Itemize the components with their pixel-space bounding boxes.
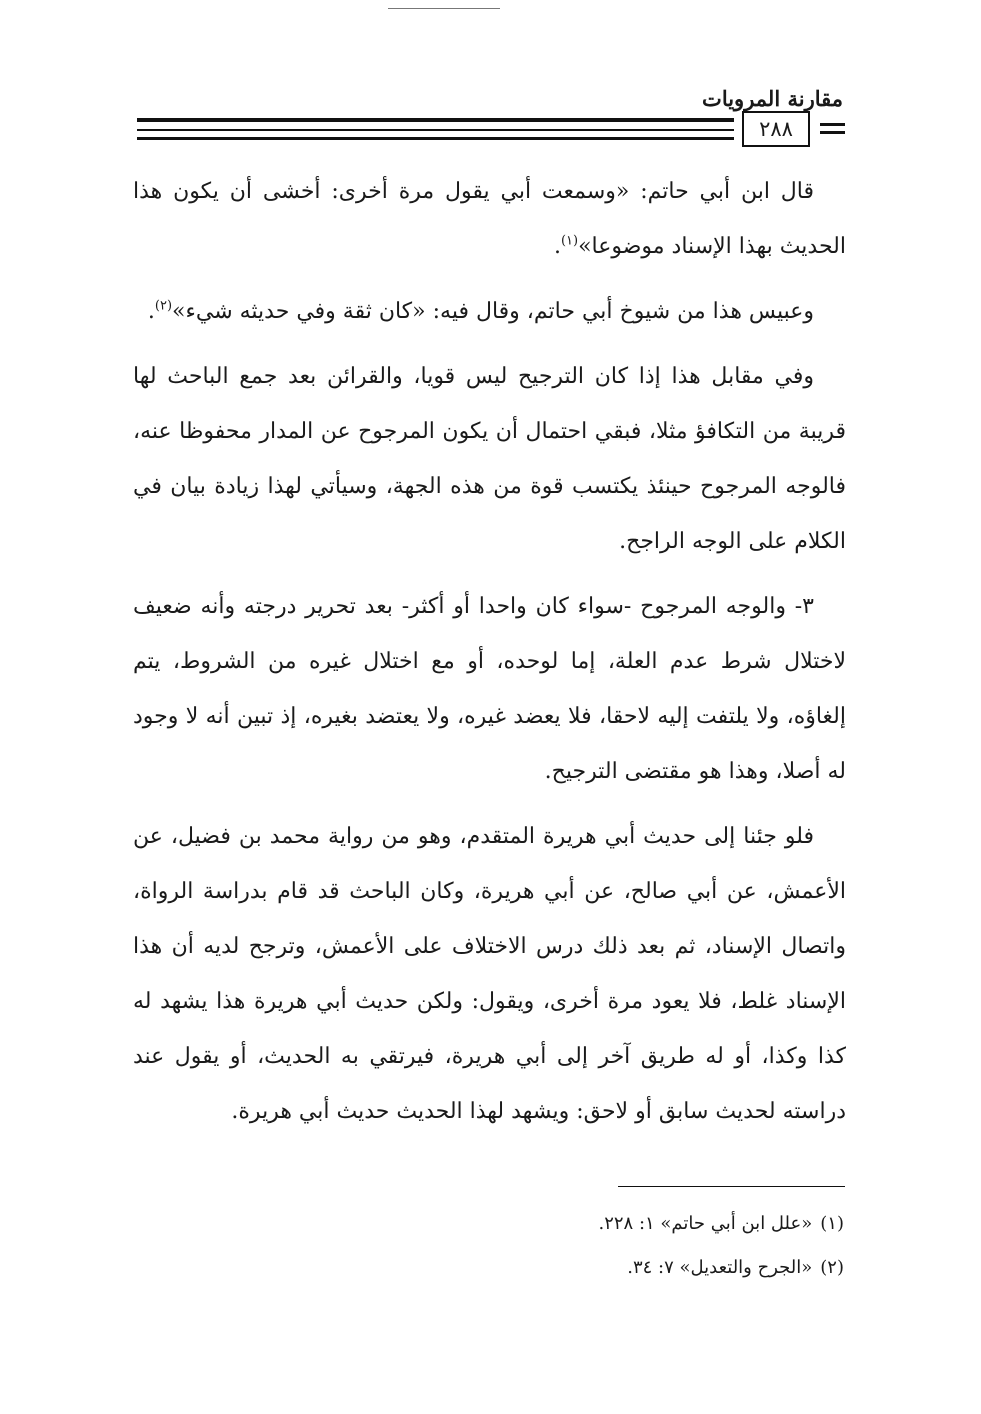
footnote-number: (١) [820,1213,844,1234]
page-number: ٢٨٨ [742,111,810,147]
footnote-ref: (٢) [154,298,173,314]
footnote [598,1202,844,1246]
paragraph [133,164,846,274]
header-rule [137,137,734,140]
sentence-end: . [553,234,561,259]
header-rule-short [820,131,845,134]
footnote-text: «علل ابن أبي حاتم» ١: ٢٢٨. [598,1213,813,1234]
paragraph: وفي مقابل هذا إذا كان الترجيح ليس قويا، والقرائن بعد جمع الباحث لها قريبة من التكافؤ مثلا، فبقي احتمال أن يكون المرجوح عن المدار محفوظا عنه، فالوجه المرجوح حينئذ يكتسب قوة من هذه الجهة، وسيأتي لهذا زيادة بيان في الكلام على الوجه الراجح. [133,364,846,554]
header-rule [137,118,734,122]
body-text [133,164,846,1139]
sentence-end: . [147,299,155,324]
paragraph [133,284,846,339]
paragraph-text: قال ابن أبي حاتم: «وسمعت أبي يقول مرة أخرى: أخشى أن يكون هذا الحديث بهذا الإسناد موضوعا» [133,179,846,259]
footnote-ref: (١) [560,233,579,249]
footnote-text: «الجرح والتعديل» ٧: ٣٤. [627,1257,813,1278]
paragraph: فلو جئنا إلى حديث أبي هريرة المتقدم، وهو من رواية محمد بن فضيل، عن الأعمش، عن أبي صالح، عن أبي هريرة، وكان الباحث قد قام بدراسة الرواة، واتصال الإسناد، ثم بعد ذلك درس الاختلاف على الأعمش، وترجح لديه أن هذا الإسناد غلط، فلا يعود مرة أخرى، ويقول: ولكن حديث أبي هريرة هذا يشهد له كذا وكذا، أو له طريق آخر إلى أبي هريرة، فيرتقي به الحديث، أو يقول عند دراسته لحديث سابق أو لاحق: ويشهد لهذا الحديث حديث أبي هريرة. [133,824,846,1124]
footnote-separator [618,1186,845,1187]
header-rule-short [820,123,845,126]
header-rule [137,129,734,131]
paragraph: ٣- والوجه المرجوح -سواء كان واحدا أو أكثر- بعد تحرير درجته وأنه ضعيف لاختلال شرط عدم العلة، إما لوحده، أو مع اختلال غيره من الشروط، يتم إلغاؤه، ولا يلتفت إليه لاحقا، فلا يعضد غيره، ولا يعتضد بغيره، إذ تبين أنه لا وجود له أصلا، وهذا هو مقتضى الترجيح. [133,594,846,784]
top-scan-mark [388,8,500,9]
footnote-number: (٢) [820,1257,844,1278]
footnote [598,1246,844,1290]
footnotes [598,1202,844,1290]
paragraph-text: وعبيس هذا من شيوخ أبي حاتم، وقال فيه: «كان ثقة وفي حديثه شيء» [172,299,814,324]
running-header-title: مقارنة المرويات [702,86,843,111]
